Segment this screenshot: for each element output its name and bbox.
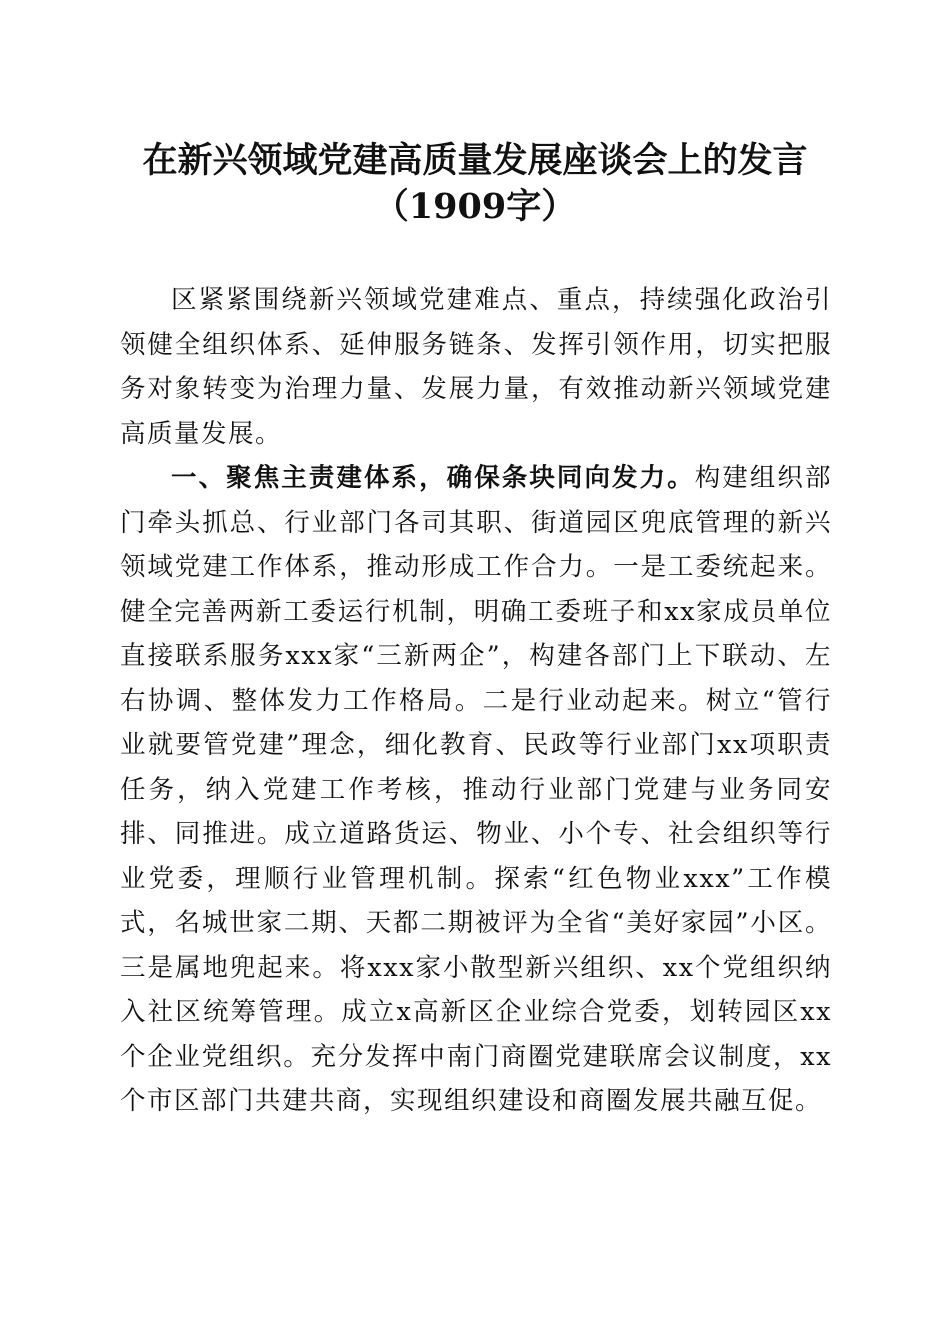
document-body — [120, 278, 832, 1124]
document-subtitle: （1909字） — [373, 186, 577, 227]
section-one-paragraph — [120, 456, 832, 1124]
section-one-text: 构建组织部门牵头抓总、行业部门各司其职、街道园区兜底管理的新兴领域党建工作体系，推动形成工作合力。一是工委统起来。健全完善两新工委运行机制，明确工委班子和xx家成员单位直接联系服务xxx家“三新两企”，构建各部门上下联动、左右协调、整体发力工作格局。二是行业动起来。树立“管行业就要管党建”理念，细化教育、民政等行业部门xx项职责任务，纳入党建工作考核，推动行业部门党建与业务同安排、同推进。成立道路货运、物业、小个专、社会组织等行业党委，理顺行业管理机制。探索“红色物业xxx”工作模式，名城世家二期、天都二期被评为全省“美好家园”小区。三是属地兜起来。将xxx家小散型新兴组织、xx个党组织纳入社区统筹管理。成立x高新区企业综合党委，划转园区xx个企业党组织。充分发挥中南门商圈党建联席会议制度，xx个市区部门共建共商，实现组织建设和商圈发展共融互促。 — [120, 463, 832, 1116]
intro-paragraph — [120, 278, 832, 456]
document-title: 在新兴领域党建高质量发展座谈会上的发言 — [142, 140, 808, 181]
intro-paragraph-text: 区紧紧围绕新兴领域党建难点、重点，持续强化政治引领健全组织体系、延伸服务链条、发挥引领作用，切实把服务对象转变为治理力量、发展力量，有效推动新兴领域党建高质量发展。 — [120, 285, 832, 449]
section-one-heading: 一、聚焦主责建体系，确保条块同向发力。 — [171, 463, 695, 493]
